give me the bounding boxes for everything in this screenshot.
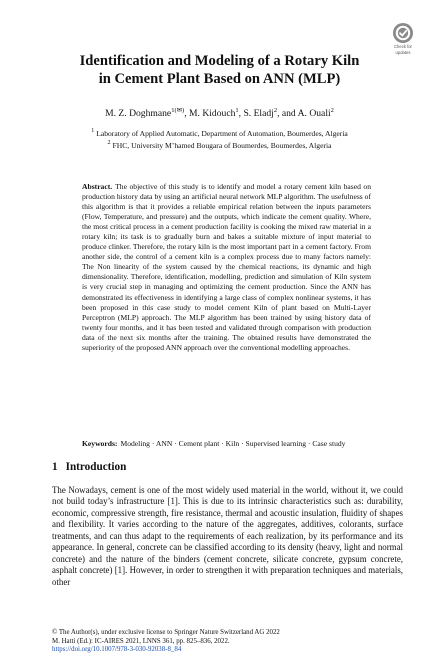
abstract-text: The objective of this study is to identify and model a rotary cement kiln based on production history data by using an artificial neural network MLP algorithm. The usefulness of this algorithm is that it provides a reliable empirical relation between the inputs parameters (Flow, Temperature, and pressure) and the outputs, which indicate the cement quality. Where, the most critical process in a cement production facility is cooking the mixed raw material in a rotary kiln; its task is to gradually burn and bakes a suitable mixture of input material to produce clinker. Therefore, the rotary kiln is the most important part in a cement factory. From another side, the control of a cement kiln is a complex process due to many factors namely: The Non linearity of the system caused by the chemical reactions, its dynamic and high dimensionality. Therefore, identification, modelling, prediction and simulation of Kiln system is very crucial step in managing and optimizing the cement production. Since the ANN has demonstrated its effectiveness in identifying a large class of complex nonlinear systems, it has been proposed in this case study to model cement Kiln of plant based on Multi-Layer Perceptron (MLP) approach. The MLP algorithm has been trained by using history data of twenty four months, and it has been tested and validated through comparison with production data of the next six months after the training. The obtained results have demonstrated the superiority of the proposed ANN approach over the conventional modelling approaches. [82, 182, 371, 352]
abstract [82, 182, 371, 353]
introduction-paragraph: The Nowadays, cement is one of the most widely used material in the world, without it, we could not build today’s infrastructure [1]. This is due to its intrinsic characteristics such as: durability, economic, compressive strength, fire resistance, thermal and acoustic insulation, fluidity of shapes and flexibility. It varies according to the nature of the aggregates, additives, colorants, surface treatments, and can thus adapt to the requirements of each realization, by its performance and its appearance. In general, concrete can be classified according to its density (heavy, light and normal concrete) and the nature of the binders (cement concrete, silicate concrete, gypsum concrete, asphalt concrete) [1]. However, in order to strengthen it with preparation techniques and materials, other [52, 485, 403, 587]
author-name: A. Ouali [297, 108, 331, 119]
author-separator: , [184, 108, 190, 119]
author-name: M. Z. Doghmane [105, 108, 172, 119]
check-for-updates-badge[interactable] [388, 22, 418, 56]
author-separator: , and [277, 108, 298, 119]
affiliations [30, 128, 409, 151]
author-name: M. Kidouch [189, 108, 236, 119]
copyright-notice: © The Author(s), under exclusive license to Springer Nature Switzerland AG 2022 [52, 629, 280, 636]
doi-link[interactable]: https://doi.org/10.1007/978-3-030-92038-8_84 [52, 646, 182, 654]
affiliation-text: Laboratory of Applied Automatic, Department of Automation, Boumerdes, Algeria [96, 129, 348, 138]
author-superscript: 1 [235, 106, 239, 114]
keywords [82, 439, 371, 449]
author-superscript: 2 [273, 106, 278, 114]
author-superscript[interactable]: 1(✉) [171, 106, 185, 114]
author-list [30, 108, 409, 120]
section-number: 1 [52, 461, 58, 473]
citation-line: M. Hatti (Ed.): IC-AIRES 2021, LNNS 361, pp. 825–836, 2022. [52, 637, 230, 645]
keywords-label: Keywords: [82, 439, 118, 448]
section-heading [52, 460, 126, 474]
footer [52, 629, 403, 655]
check-for-updates-icon [392, 22, 414, 44]
author-name: S. Eladj [243, 108, 274, 119]
author-superscript: 2 [330, 106, 334, 114]
section-title: Introduction [65, 461, 127, 473]
title-line-2: in Cement Plant Based on ANN (MLP) [98, 71, 341, 87]
title-line-1: Identification and Modeling of a Rotary Kiln [79, 53, 360, 69]
affiliation-number: 2 [107, 139, 111, 146]
abstract-label: Abstract. [82, 182, 113, 191]
author-separator: , [238, 108, 244, 119]
keywords-text: Modeling · ANN · Cement plant · Kiln · Supervised learning · Case study [120, 439, 346, 448]
badge-label-line1: Check for [394, 44, 412, 49]
badge-label-line2: updates [395, 49, 411, 55]
affiliation-text: FHC, University M’hamed Bougara of Boumerdes, Boumerdes, Algeria [112, 140, 332, 150]
paper-title [48, 52, 391, 88]
affiliation-number: 1 [91, 128, 95, 135]
